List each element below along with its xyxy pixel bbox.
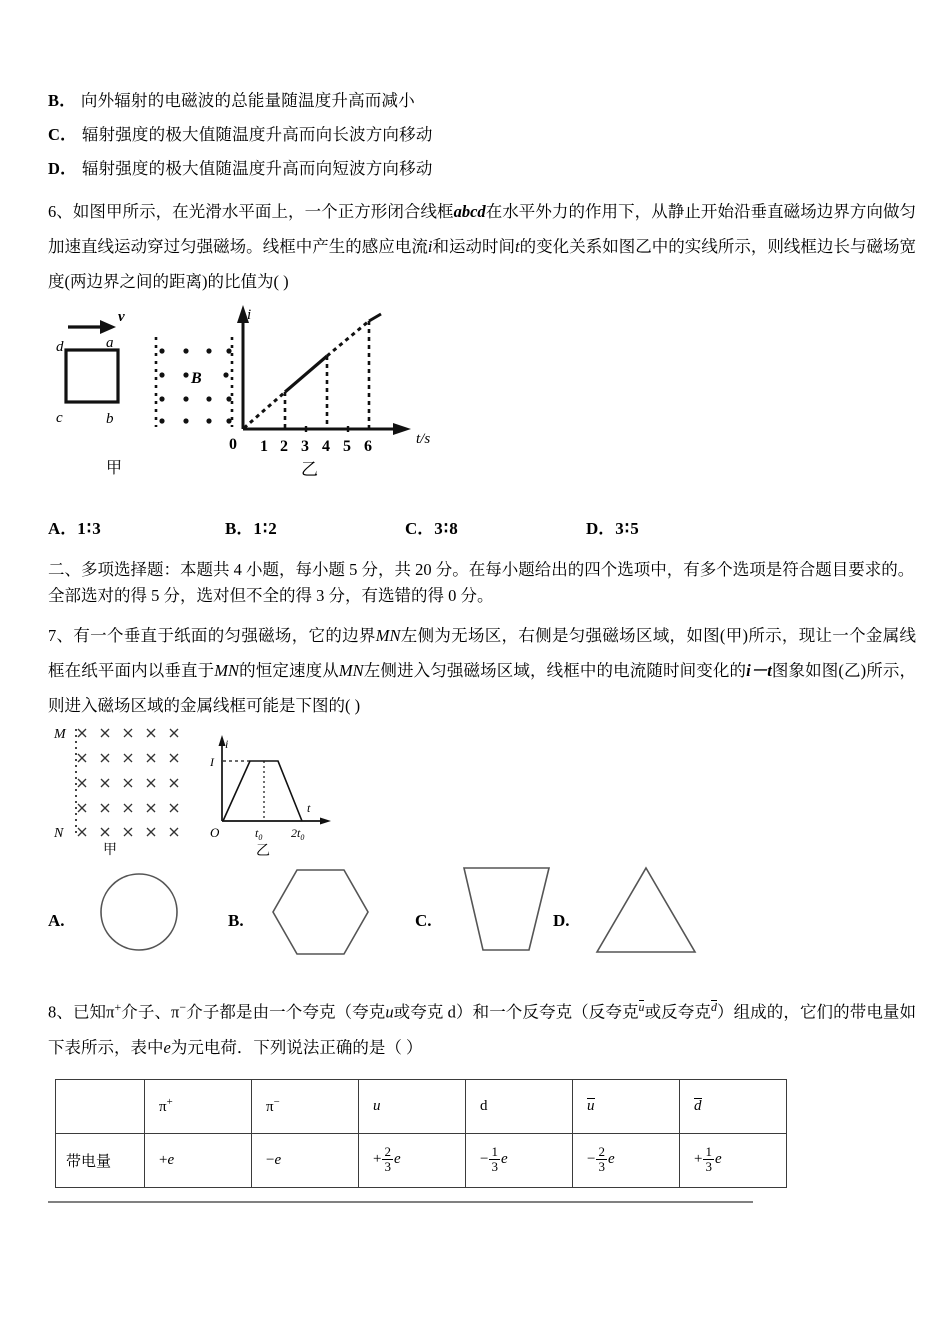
q7-option-a-letter: A.	[48, 911, 65, 930]
shape-triangle-icon	[589, 866, 704, 958]
cell-charge-pi-plus: +e	[145, 1133, 252, 1187]
q6-option-b-letter: B．	[225, 519, 254, 538]
q7-symbol-i-t: i－t	[746, 661, 772, 680]
option-line-c	[48, 118, 916, 152]
graph-dashed-segment-4-6	[327, 321, 369, 356]
option-line-b	[48, 84, 916, 118]
section-2-header-line1: 二、多项选择题：本题共 4 小题，每小题 5 分，共 20 分。在每小题给出的四个选项中，有多个选项是符合题目要求的。	[48, 560, 915, 579]
sign: +	[694, 1151, 703, 1168]
graph-tip-segment	[369, 314, 381, 321]
q7-option-c-letter: C.	[415, 911, 432, 930]
q7-symbol-mn-1: MN	[375, 626, 401, 645]
field-crosses	[78, 729, 178, 836]
option-letter-b: B．	[48, 91, 76, 110]
q8-stem-part1: 8、已知	[48, 1002, 107, 1022]
page-content	[48, 84, 916, 1188]
section-2-header-line2: 全部选对的得 5 分，选对但不全的得 3 分，有选错的得 0 分。	[48, 586, 494, 605]
q7-symbol-mn-3: MN	[338, 661, 364, 680]
axis-origin-label: 0	[229, 436, 237, 453]
figure-q6-jia-loop-in-field	[56, 305, 246, 480]
graph-solid-segment-2-4	[285, 356, 327, 392]
x-tick-2t0: $2t_0$	[291, 826, 305, 842]
label-corner-c: c	[56, 410, 63, 426]
label-corner-a: a	[106, 335, 114, 351]
figure-q6-yi-it-graph	[223, 299, 473, 479]
q8-sup-plus: +	[114, 1000, 122, 1014]
q8-symbol-u: u	[385, 1002, 394, 1022]
x-tick-3: 3	[301, 438, 309, 455]
header-cell-d-bar: d	[680, 1079, 787, 1133]
label-corner-b: b	[106, 411, 114, 427]
axis-label-t-s: t/s	[416, 431, 431, 447]
sign: −	[587, 1151, 596, 1168]
graph-dashed-segment-0-2	[244, 392, 285, 428]
header-cell-pi-minus	[252, 1079, 359, 1133]
x-tick-1: 1	[260, 438, 268, 455]
q6-stem-part3: 和运动时间	[432, 237, 516, 256]
q8-stem-part5: 或反夸克	[644, 1002, 711, 1022]
cell-charge-d-bar: + $\frac{1}{3}$ e	[680, 1133, 787, 1187]
pi-minus-symbol: π	[266, 1099, 274, 1115]
q6-option-a[interactable]	[48, 514, 102, 539]
option-letter-d: D．	[48, 159, 77, 178]
shape-circle-icon	[84, 866, 194, 958]
square-loop-abcd	[66, 350, 118, 402]
question-7-options	[48, 866, 916, 958]
q8-sup-minus: −	[179, 1000, 187, 1014]
velocity-arrow	[68, 320, 116, 334]
label-point-n: N	[54, 826, 64, 841]
caption-q6-yi: 乙	[301, 460, 318, 479]
q6-option-d[interactable]	[586, 514, 640, 539]
q7-option-b[interactable]	[228, 866, 408, 958]
q7-symbol-mn-2: MN	[214, 661, 239, 680]
question-6-options	[48, 514, 916, 548]
q7-option-d[interactable]	[553, 866, 733, 958]
page-bottom-rule	[48, 1201, 753, 1203]
sign: +	[373, 1151, 382, 1168]
header-cell-u-bar: u	[573, 1079, 680, 1133]
q8-stem-part7: 为元电荷．下列说法正确的是（ ）	[170, 1037, 423, 1057]
q6-option-d-letter: D．	[586, 519, 616, 538]
y-axis	[237, 305, 252, 429]
q8-stem-part6: ）组成的，它们的带电量如下表所示，表中	[48, 1002, 916, 1057]
q6-symbol-t: t	[515, 237, 520, 256]
caption-q6-jia: 甲	[106, 460, 123, 477]
charge-table	[55, 1079, 787, 1188]
q6-option-c[interactable]	[405, 514, 459, 539]
option-text-b: 向外辐射的电磁波的总能量随温度升高而减小	[80, 91, 415, 110]
caption-q7-jia: 甲	[103, 841, 117, 857]
q6-option-d-value: 3∶5	[615, 519, 640, 538]
q8-symbol-pi-plus: π	[106, 1002, 115, 1022]
x-tick-6: 6	[364, 438, 372, 455]
q6-stem-part1: 6、如图甲所示，在光滑水平面上，一个正方形闭合线框	[48, 202, 454, 221]
fraction-1-3: $\frac{1}{3}$	[491, 1144, 498, 1174]
sign: +	[159, 1151, 168, 1168]
table-header-row	[56, 1079, 787, 1133]
q7-option-b-letter: B.	[228, 911, 244, 930]
option-text-d: 辐射强度的极大值随温度升高而向短波方向移动	[81, 159, 433, 178]
fraction-2-3: $\frac{2}{3}$	[384, 1144, 391, 1174]
question-6-stem	[48, 194, 916, 299]
option-line-d	[48, 152, 916, 186]
sign: −	[480, 1151, 489, 1168]
pi-minus-superscript: −	[273, 1096, 280, 1108]
q8-symbol-d-bar: d	[710, 1000, 717, 1014]
fraction-2-3: $\frac{2}{3}$	[598, 1144, 605, 1174]
q8-symbol-pi-minus: π	[171, 1002, 180, 1022]
q7-option-d-letter: D.	[553, 911, 570, 930]
shape-hexagon-icon	[264, 866, 379, 958]
pi-plus-symbol: π	[159, 1099, 167, 1115]
question-7-stem	[48, 618, 916, 723]
question-6-figures	[48, 299, 916, 514]
q7-stem-part5: 图象如图(乙)所示，则进入磁场区域的金属线框可能是下图的( )	[48, 661, 917, 715]
x-tick-2: 2	[280, 438, 288, 455]
q7-option-a[interactable]	[48, 866, 228, 958]
x-axis	[222, 818, 331, 825]
axis-label-peak-I: I	[210, 755, 214, 769]
q8-symbol-e: e	[163, 1037, 171, 1057]
pi-plus-superscript: +	[166, 1096, 173, 1108]
cell-charge-pi-minus: −e	[252, 1133, 359, 1187]
option-letter-c: C．	[48, 125, 77, 144]
header-cell-u: u	[359, 1079, 466, 1133]
cell-charge-u-bar: − $\frac{2}{3}$ e	[573, 1133, 680, 1187]
label-velocity-v: v	[118, 309, 125, 325]
q7-stem-part1: 7、有一个垂直于纸面的匀强磁场，它的边界	[48, 626, 376, 645]
q6-option-b-value: 1∶2	[253, 519, 278, 538]
question-7-figures	[48, 727, 916, 862]
q6-loop-label-abcd: abcd	[453, 202, 486, 221]
q8-symbol-u-bar: u	[638, 1000, 645, 1014]
shape-trapezoid-icon	[451, 866, 561, 958]
q6-stem-part4: 的变化关系如图乙中的实线所示，则线框边长与磁场宽度(两边界之间的距离)的比值为( )	[48, 237, 917, 291]
q6-symbol-i: i	[427, 237, 433, 256]
q7-stem-part3: 的恒定速度从	[239, 661, 339, 680]
q8-stem-part2: 介子、	[121, 1002, 172, 1022]
q6-option-a-letter: A．	[48, 519, 78, 538]
axis-label-i: i	[225, 737, 229, 751]
x-tick-5: 5	[343, 438, 351, 455]
axis-label-i: i	[247, 307, 252, 323]
q8-stem-part4: 或夸克 d）和一个反夸克（反夸克	[393, 1002, 639, 1022]
label-field-B: B	[191, 370, 202, 387]
axis-origin-label: O	[210, 825, 220, 840]
trapezoid-current-curve	[223, 761, 302, 821]
question-8-stem-line1	[48, 990, 916, 1065]
axis-label-t: t	[307, 801, 311, 815]
row-label-charge: 带电量	[56, 1133, 145, 1187]
q7-stem-part2: 左侧为无场区，右侧是匀强磁场区域，如图(甲)所示，现让一个金属线框在纸平面内以垂直于	[48, 626, 916, 680]
figure-q7-yi-it-graph	[198, 729, 358, 857]
fraction-1-3: $\frac{1}{3}$	[705, 1144, 712, 1174]
q6-option-c-value: 3∶8	[434, 519, 459, 538]
header-cell-empty	[56, 1079, 145, 1133]
q6-option-c-letter: C．	[405, 519, 435, 538]
q8-stem-part3: 介子都是由一个夸克（夸克	[186, 1002, 386, 1022]
table-data-row	[56, 1133, 787, 1187]
x-tick-4: 4	[322, 438, 330, 455]
x-tick-t0: $t_0$	[255, 826, 263, 842]
q7-stem-part4: 左侧进入匀强磁场区域，线框中的电流随时间变化的	[363, 661, 747, 680]
sign: −	[266, 1151, 275, 1168]
q6-option-b[interactable]	[225, 514, 278, 539]
cell-charge-d: − $\frac{1}{3}$ e	[466, 1133, 573, 1187]
cell-charge-u: + $\frac{2}{3}$ e	[359, 1133, 466, 1187]
caption-q7-yi: 乙	[256, 842, 270, 857]
q6-option-a-value: 1∶3	[77, 519, 102, 538]
header-cell-pi-plus	[145, 1079, 252, 1133]
q6-stem-part2: 在水平外力的作用下，从静止开始沿垂直磁场边界方向做匀加速直线运动穿过匀强磁场。线框中产生的感应电流	[48, 202, 917, 256]
label-point-m: M	[54, 727, 66, 742]
option-text-c: 辐射强度的极大值随温度升高而向长波方向移动	[81, 125, 433, 144]
label-corner-d: d	[56, 339, 64, 355]
header-cell-d: d	[466, 1079, 573, 1133]
